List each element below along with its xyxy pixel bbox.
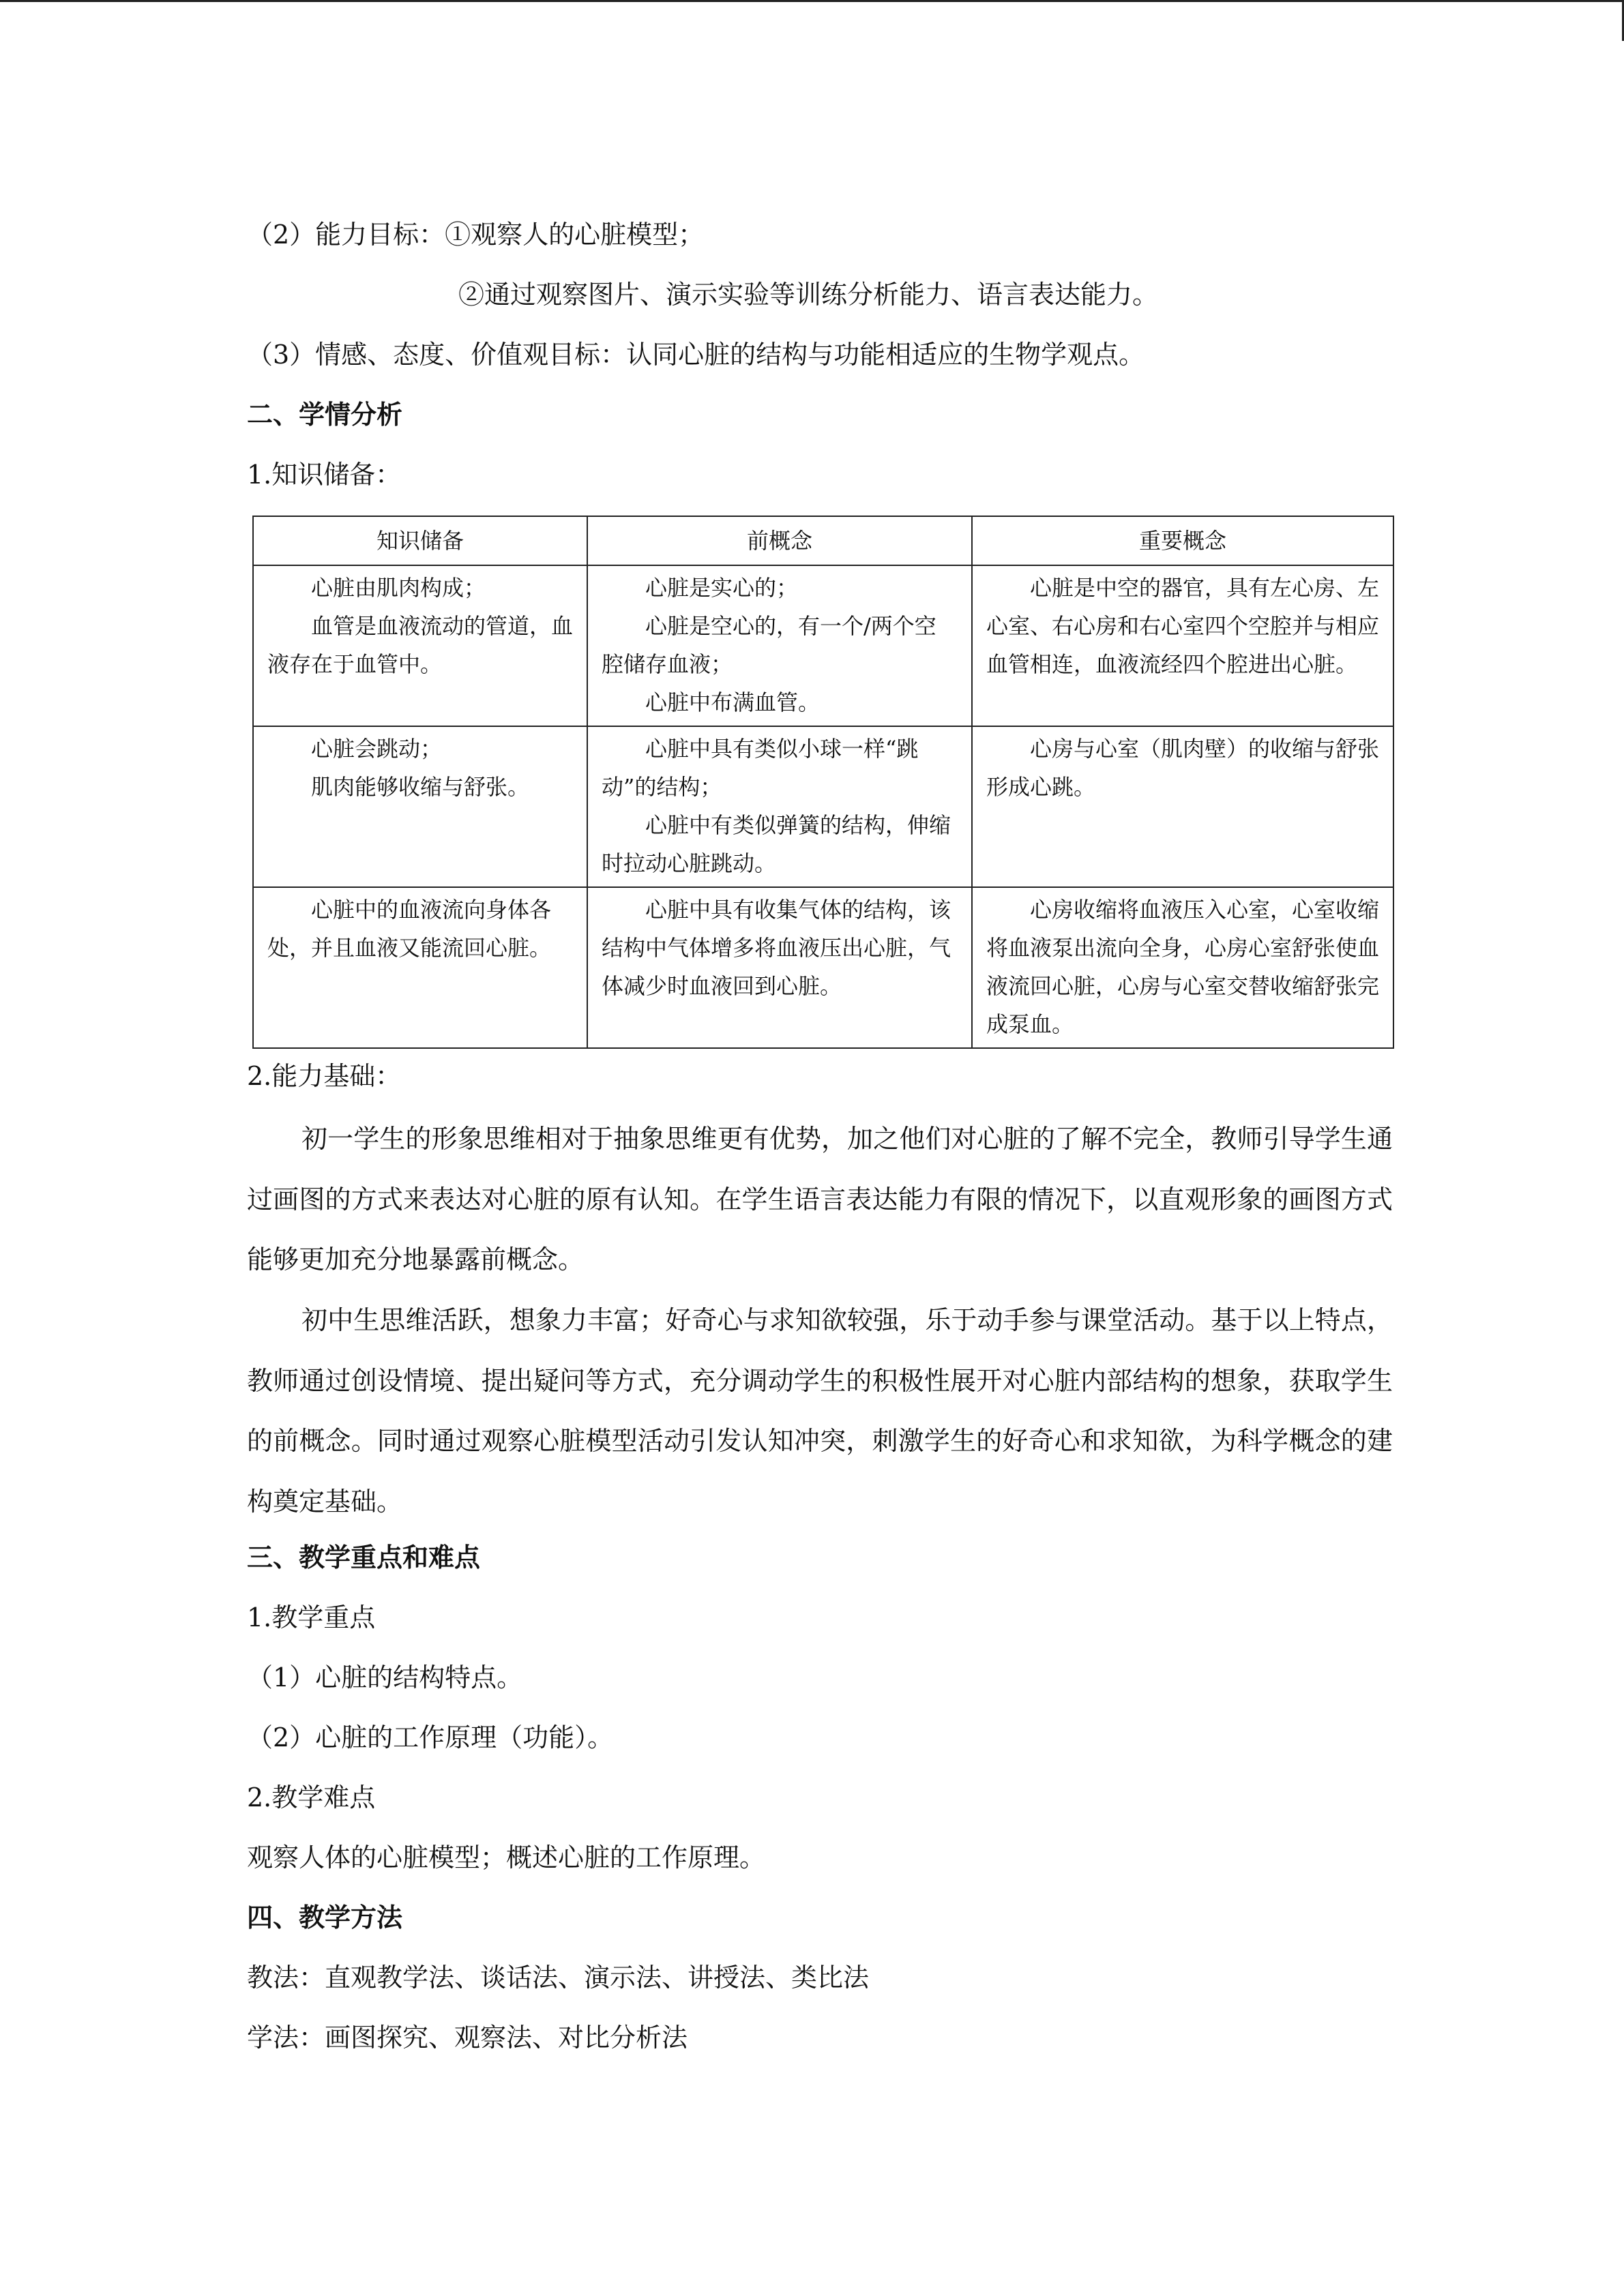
ability-basis-label: 2.能力基础： — [247, 1061, 402, 1091]
table-cell — [972, 887, 1393, 1048]
cell-paragraph: 心脏中的血液流向身体各处，并且血液又能流回心脏。 — [267, 897, 552, 961]
teaching-methods: 教法：直观教学法、谈话法、演示法、讲授法、类比法 — [247, 1963, 870, 1993]
ability-basis-paragraph-1: 初一学生的形象思维相对于抽象思维更有优势，加之他们对心脏的了解不完全，教师引导学生通过画图的方式来表达对心脏的原有认知。在学生语言表达能力有限的情况下，以直观形象的画图方式能够更加充分地暴露前概念。 — [247, 1124, 1393, 1274]
cell-paragraph: 心脏中具有收集气体的结构，该结构中气体增多将血液压出心脏，气体减少时血液回到心脏。 — [602, 897, 951, 999]
table-cell — [587, 565, 972, 726]
ability-goal-line2: ②通过观察图片、演示实验等训练分析能力、语言表达能力。 — [458, 280, 1159, 310]
focus-item-1: （1）心脏的结构特点。 — [247, 1663, 523, 1693]
cell-paragraph: 心脏是实心的； — [645, 575, 799, 601]
teaching-focus-label: 1.教学重点 — [247, 1602, 376, 1632]
cell-paragraph: 心房与心室（肌肉壁）的收缩与舒张形成心跳。 — [986, 736, 1380, 800]
emotion-goal: （3）情感、态度、价值观目标：认同心脏的结构与功能相适应的生物学观点。 — [247, 340, 1145, 370]
table-row — [253, 726, 1393, 887]
teaching-difficulty-text: 观察人体的心脏模型；概述心脏的工作原理。 — [247, 1843, 766, 1873]
knowledge-reserve-label: 1.知识储备： — [247, 460, 402, 490]
section2-heading: 二、学情分析 — [247, 399, 403, 430]
ability-basis-paragraph-2: 初中生思维活跃，想象力丰富；好奇心与求知欲较强，乐于动手参与课堂活动。基于以上特点，教师通过创设情境、提出疑问等方式，充分调动学生的积极性展开对心脏内部结构的想象，获取学生的前概念。同时通过观察心脏模型活动引发认知冲突，刺激学生的好奇心和求知欲，为科学概念的建构奠定基础。 — [247, 1305, 1393, 1517]
cell-paragraph: 心脏中布满血管。 — [645, 689, 821, 715]
table-cell — [972, 726, 1393, 887]
table-cell — [253, 887, 587, 1048]
knowledge-table — [252, 516, 1394, 1049]
table-row — [253, 565, 1393, 726]
section4-heading: 四、教学方法 — [247, 1902, 403, 1933]
focus-item-2: （2）心脏的工作原理（功能）。 — [247, 1723, 614, 1753]
table-row — [253, 887, 1393, 1048]
table-header-row — [253, 516, 1393, 565]
table-cell — [253, 565, 587, 726]
cell-paragraph: 血管是血液流动的管道，血液存在于血管中。 — [267, 613, 574, 677]
cell-paragraph: 心脏会跳动； — [311, 736, 443, 762]
teaching-difficulty-label: 2.教学难点 — [247, 1783, 376, 1813]
learning-methods: 学法：画图探究、观察法、对比分析法 — [247, 2023, 688, 2053]
cell-paragraph: 心脏是空心的，有一个/两个空腔储存血液； — [602, 613, 936, 677]
table-header-cell: 重要概念 — [972, 516, 1393, 565]
cell-paragraph: 心房收缩将血液压入心室，心室收缩将血液泵出流向全身，心房心室舒张使血液流回心脏，心房与心室交替收缩舒张完成泵血。 — [986, 897, 1380, 1037]
table-cell — [253, 726, 587, 887]
cell-paragraph: 心脏由肌肉构成； — [311, 575, 486, 601]
cell-paragraph: 心脏中有类似弹簧的结构，伸缩时拉动心脏跳动。 — [602, 812, 951, 876]
table-cell — [972, 565, 1393, 726]
cell-paragraph: 心脏是中空的器官，具有左心房、左心室、右心房和右心室四个空腔并与相应血管相连，血液流经四个腔进出心脏。 — [986, 575, 1380, 677]
cell-paragraph: 肌肉能够收缩与舒张。 — [311, 774, 530, 800]
cell-paragraph: 心脏中具有类似小球一样“跳动”的结构； — [602, 736, 919, 800]
table-header-cell: 知识储备 — [253, 516, 587, 565]
table-cell — [587, 726, 972, 887]
ability-goal-line1: （2）能力目标：①观察人的心脏模型； — [247, 220, 705, 250]
table-header-cell: 前概念 — [587, 516, 972, 565]
section3-heading: 三、教学重点和难点 — [247, 1542, 481, 1572]
table-cell — [587, 887, 972, 1048]
page-top-border — [0, 0, 1624, 2]
